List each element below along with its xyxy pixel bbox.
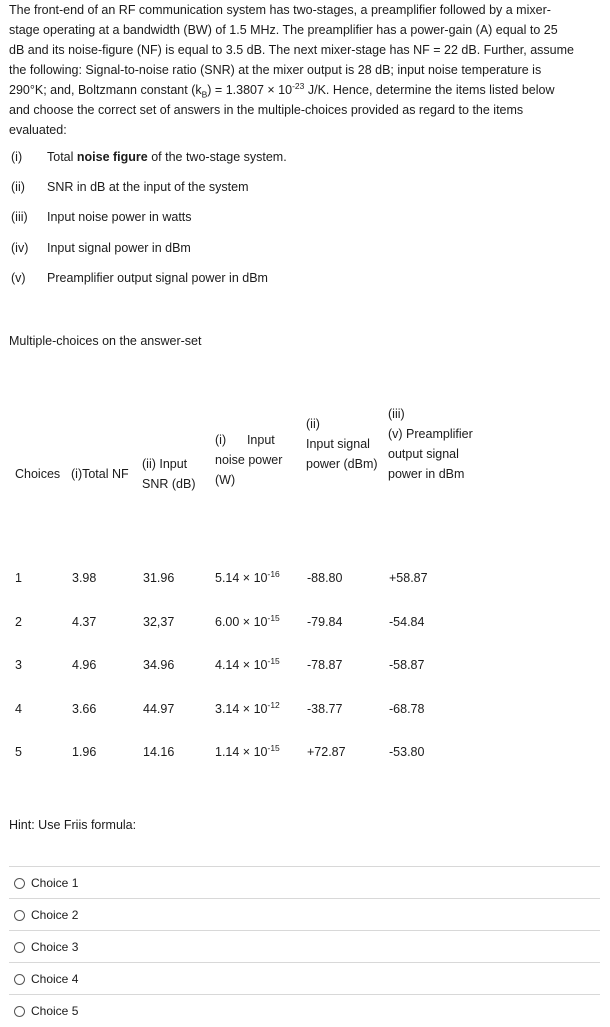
cell-nf: 3.98 [72, 571, 97, 585]
problem-statement [9, 0, 604, 140]
radio-icon[interactable] [14, 974, 25, 985]
cell-nf: 4.96 [72, 658, 97, 672]
radio-icon[interactable] [14, 878, 25, 889]
intro-line: The front-end of an RF communication system has two-stages, a preamplifier followed by a mixer- [9, 3, 551, 17]
item-number: (i) [11, 150, 23, 164]
cell-choice: 2 [15, 615, 22, 629]
hint-text: Hint: Use Friis formula: [9, 818, 137, 832]
choice-label: Choice 5 [31, 1004, 79, 1018]
cell-noise-power: $5.14 \times 10^{-16}$ [215, 568, 280, 585]
cell-signal-power: +72.87 [307, 745, 346, 759]
cell-signal-power: -78.87 [307, 658, 343, 672]
header-input-signal-power: (ii) Input signal power (dBm) [306, 417, 378, 471]
item-text: SNR in dB at the input of the system [47, 180, 249, 194]
multiple-choice-heading: Multiple-choices on the answer-set [9, 334, 202, 348]
cell-snr: 14.16 [143, 745, 175, 759]
item-text: Total noise figure of the two-stage system. [47, 150, 287, 164]
cell-preamp-power: -58.87 [389, 658, 425, 672]
item-text: Preamplifier output signal power in dBm [47, 271, 268, 285]
item-number: (iv) [11, 241, 29, 255]
choice-option-3[interactable] [9, 930, 600, 963]
choice-option-4[interactable] [9, 962, 600, 995]
item-text: Input signal power in dBm [47, 241, 191, 255]
radio-icon[interactable] [14, 1006, 25, 1017]
intro-line: the following: Signal-to-noise ratio (SNR) at the mixer output is 28 dB; input noise temperature is [9, 63, 542, 77]
intro-line: and choose the correct set of answers in the multiple-choices provided as regard to the items [9, 103, 524, 117]
intro-line: stage operating at a bandwidth (BW) of 1.5 MHz. The preamplifier has a power-gain (A) equal to 25 [9, 23, 558, 37]
cell-preamp-power: -53.80 [389, 745, 425, 759]
header-preamp-output: (iii) (v) Preamplifier output signal power in dBm [388, 407, 473, 481]
header-choices: Choices [15, 467, 61, 481]
cell-snr: 44.97 [143, 702, 175, 716]
intro-line: 290°K; and, Boltzmann constant $(k_B) = 1.3807 \times 10^{-23}$ J/K. Hence, determine the items listed below [9, 80, 555, 100]
item-number: (v) [11, 271, 26, 285]
choice-option-1[interactable] [9, 866, 600, 899]
cell-signal-power: -79.84 [307, 615, 343, 629]
cell-preamp-power: -54.84 [389, 615, 425, 629]
header-input-noise-power: (i) Input noise power (W) [215, 433, 283, 487]
radio-icon[interactable] [14, 910, 25, 921]
radio-icon[interactable] [14, 942, 25, 953]
intro-line: dB and its noise-figure (NF) is equal to 3.5 dB. The next mixer-stage has NF = 22 dB. Further, assume [9, 43, 574, 57]
cell-noise-power: $4.14 \times 10^{-15}$ [215, 655, 280, 672]
choice-label: Choice 2 [31, 908, 79, 922]
cell-nf: 4.37 [72, 615, 97, 629]
item-text: Input noise power in watts [47, 210, 192, 224]
cell-noise-power: $6.00 \times 10^{-15}$ [215, 612, 280, 629]
cell-choice: 4 [15, 702, 22, 716]
intro-line: evaluated: [9, 123, 67, 137]
cell-nf: 3.66 [72, 702, 97, 716]
cell-snr: 34.96 [143, 658, 175, 672]
cell-noise-power: $3.14 \times 10^{-12}$ [215, 699, 280, 716]
cell-noise-power: $1.14 \times 10^{-15}$ [215, 742, 280, 759]
cell-snr: 31.96 [143, 571, 175, 585]
cell-choice: 1 [15, 571, 22, 585]
cell-snr: 32,37 [143, 615, 175, 629]
choice-option-5[interactable] [9, 994, 600, 1027]
cell-preamp-power: -68.78 [389, 702, 425, 716]
cell-signal-power: -88.80 [307, 571, 343, 585]
header-input-snr: (ii) Input SNR (dB) [142, 457, 196, 491]
choice-option-2[interactable] [9, 898, 600, 931]
header-total-nf: (i)Total NF [71, 467, 129, 481]
item-number: (ii) [11, 180, 25, 194]
cell-choice: 5 [15, 745, 22, 759]
cell-choice: 3 [15, 658, 22, 672]
item-number: (iii) [11, 210, 28, 224]
choice-label: Choice 1 [31, 876, 79, 890]
choice-label: Choice 3 [31, 940, 79, 954]
cell-signal-power: -38.77 [307, 702, 343, 716]
choice-label: Choice 4 [31, 972, 79, 986]
cell-nf: 1.96 [72, 745, 97, 759]
cell-preamp-power: +58.87 [389, 571, 428, 585]
